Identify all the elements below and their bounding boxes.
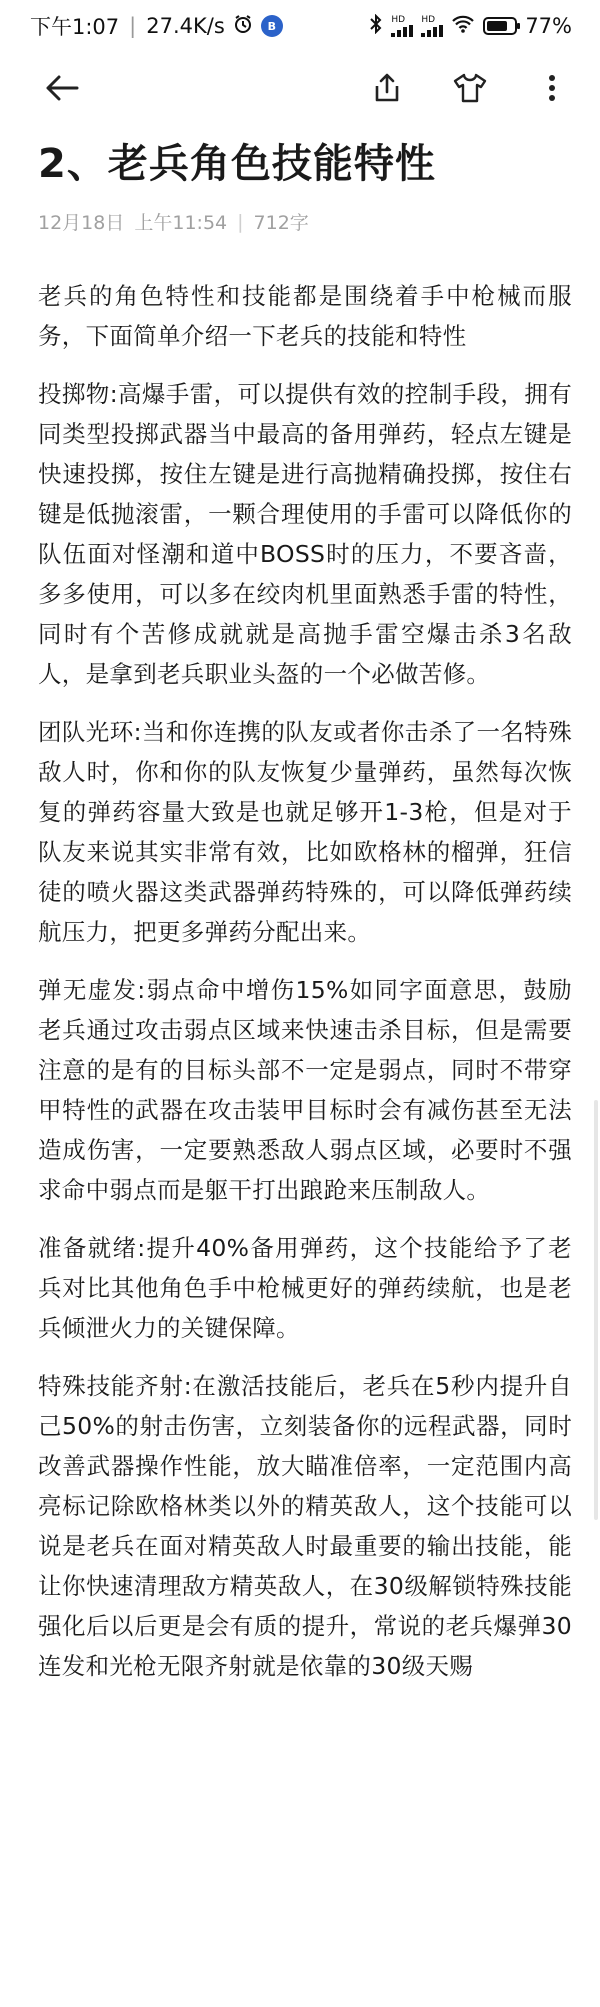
signal-icon-1	[391, 16, 413, 37]
paragraph-volley: 特殊技能齐射:在激活技能后，老兵在5秒内提升自己50%的射击伤害，立刻装备你的远程武器，同时改善武器操作性能，放大瞄准倍率，一定范围内高亮标记除欧格林类以外的精英敌人，这个技能可以说是老兵在面对精英敌人时最重要的输出技能，能让你快速清理敌方精英敌人，在30级解锁特殊技能强化后以后更是会有质的提升，常说的老兵爆弹30连发和光枪无限齐射就是依靠的30级天赐	[38, 1372, 572, 1680]
battery-icon	[483, 17, 517, 35]
more-button[interactable]	[528, 66, 576, 114]
arrow-left-icon	[45, 75, 79, 105]
status-right	[369, 14, 572, 39]
note-date: 12月18日	[38, 212, 125, 234]
note-body[interactable]	[38, 276, 572, 1704]
status-bar	[0, 0, 600, 52]
paragraph-intro: 老兵的角色特性和技能都是围绕着手中枪械而服务，下面简单介绍一下老兵的技能和特性	[38, 282, 572, 350]
note-word-count: 712字	[253, 212, 309, 234]
signal-icon-2	[421, 16, 443, 37]
note-time: 上午11:54	[134, 212, 228, 234]
signal-1-label: HD	[391, 14, 406, 25]
network-speed: 27.4K/s	[146, 14, 225, 38]
more-vertical-icon	[548, 74, 556, 106]
paragraph-ammo: 准备就绪:提升40%备用弹药，这个技能给予了老兵对比其他角色手中枪械更好的弹药续航，也是老兵倾泄火力的关键保障。	[38, 1234, 572, 1342]
theme-button[interactable]	[446, 66, 494, 114]
signal-2-label: HD	[421, 14, 436, 25]
scrollbar[interactable]	[594, 1100, 598, 1520]
tshirt-icon	[453, 73, 487, 107]
back-button[interactable]	[38, 66, 86, 114]
status-divider: |	[129, 14, 137, 38]
note-meta	[38, 208, 309, 235]
share-button[interactable]	[363, 66, 411, 114]
meta-divider: |	[237, 210, 244, 233]
wifi-icon	[451, 14, 475, 38]
battery-level	[487, 21, 507, 31]
share-icon	[373, 73, 401, 107]
app-notification-icon: B	[261, 15, 283, 37]
note-title: 2、老兵角色技能特性	[38, 141, 436, 187]
paragraph-weakspot: 弹无虚发:弱点命中增伤15%如同字面意思，鼓励老兵通过攻击弱点区域来快速击杀目标，但是需要注意的是有的目标头部不一定是弱点，同时不带穿甲特性的武器在攻击装甲目标时会有减伤甚至无法造成伤害，一定要熟悉敌人弱点区域，必要时不强求命中弱点而是躯干打出踉跄来压制敌人。	[38, 976, 572, 1204]
battery-percent: 77%	[525, 14, 572, 38]
status-left	[30, 11, 283, 41]
toolbar	[0, 60, 600, 120]
status-time: 下午1:07	[30, 15, 120, 39]
paragraph-team-aura: 团队光环:当和你连携的队友或者你击杀了一名特殊敌人时，你和你的队友恢复少量弹药，虽然每次恢复的弹药容量大致是也就足够开1-3枪，但是对于队友来说其实非常有效，比如欧格林的榴弹，狂信徒的喷火器这类武器弹药特殊的，可以降低弹药续航压力，把更多弹药分配出来。	[38, 718, 572, 946]
bluetooth-icon	[369, 14, 383, 39]
alarm-icon	[233, 14, 253, 39]
paragraph-grenade: 投掷物:高爆手雷，可以提供有效的控制手段，拥有同类型投掷武器当中最高的备用弹药，轻点左键是快速投掷，按住左键是进行高抛精确投掷，按住右键是低抛滚雷，一颗合理使用的手雷可以降低你的队伍面对怪潮和道中BOSS时的压力，不要吝啬，多多使用，可以多在绞肉机里面熟悉手雷的特性，同时有个苦修成就就是高抛手雷空爆击杀3名敌人，是拿到老兵职业头盔的一个必做苦修。	[38, 380, 572, 688]
